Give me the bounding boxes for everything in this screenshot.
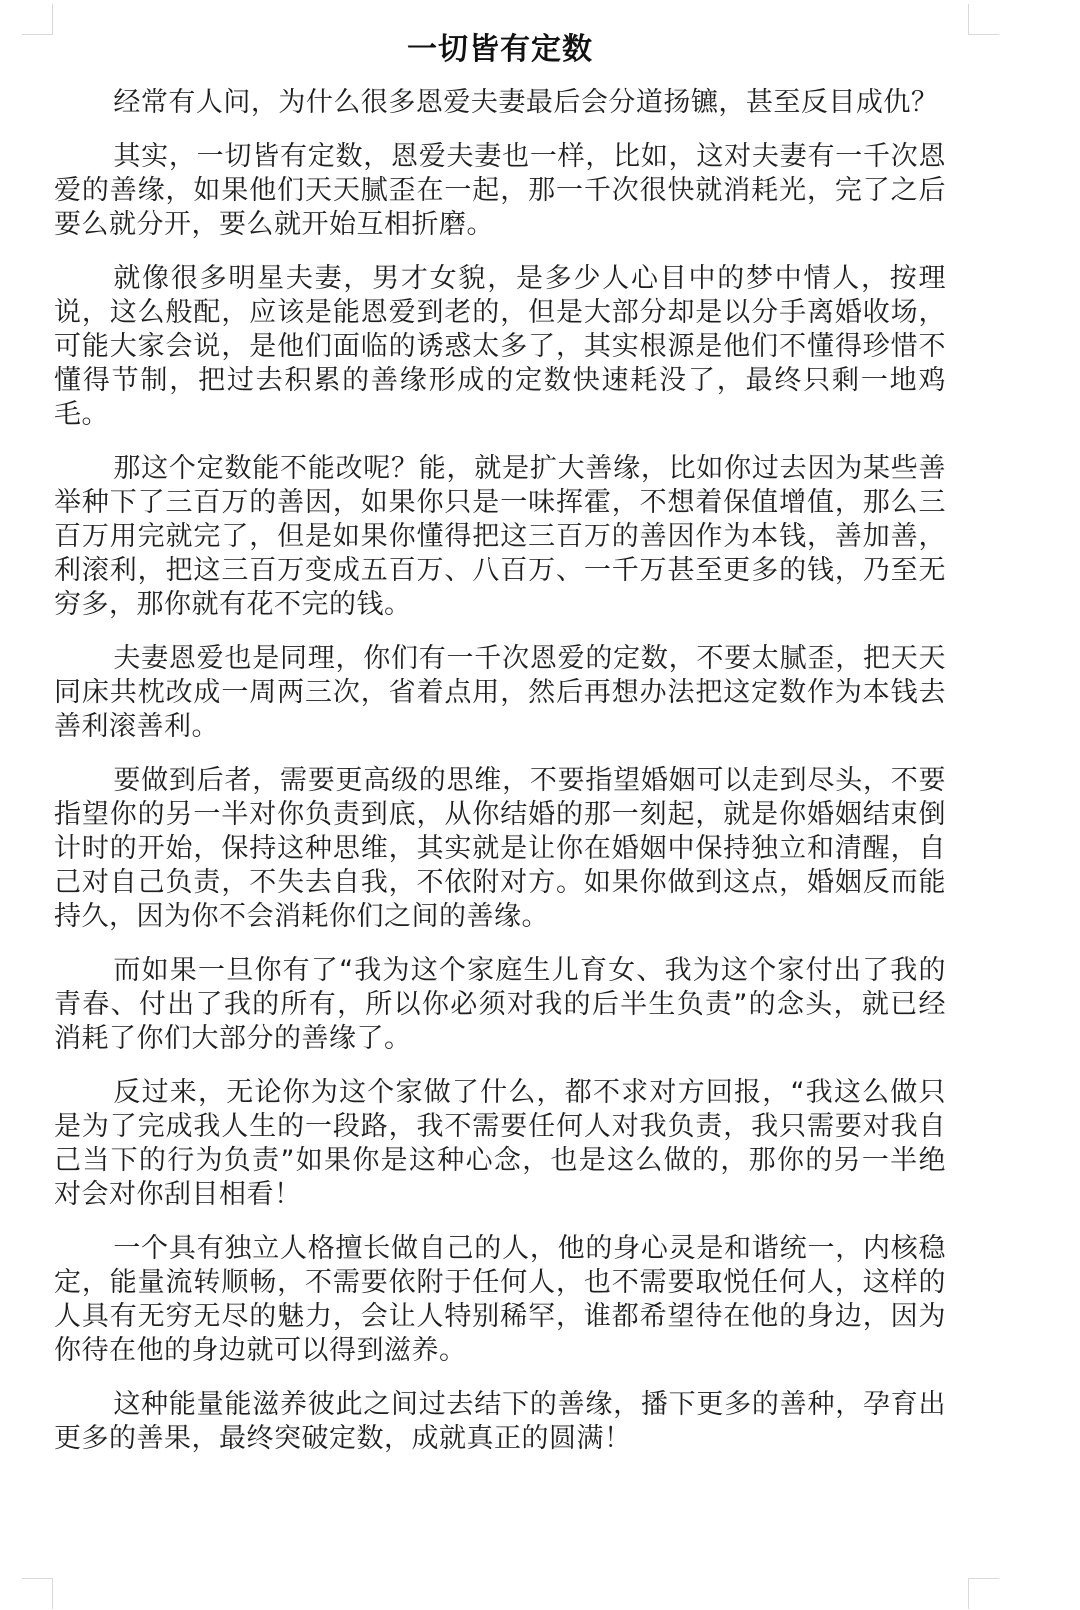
document-body	[54, 86, 946, 1476]
paragraph-10: 这种能量能滋养彼此之间过去结下的善缘，播下更多的善种，孕育出更多的善果，最终突破定数，成就真正的圆满！	[54, 1389, 946, 1454]
paragraph-9: 一个具有独立人格擅长做自己的人，他的身心灵是和谐统一，内核稳定，能量流转顺畅，不需要依附于任何人，也不需要取悦任何人，这样的人具有无穷无尽的魅力，会让人特别稀罕，谁都希望待在他的身边，因为你待在他的身边就可以得到滋养。	[54, 1233, 946, 1366]
paragraph-2: 其实，一切皆有定数，恩爱夫妻也一样，比如，这对夫妻有一千次恩爱的善缘，如果他们天天腻歪在一起，那一千次很快就消耗光，完了之后要么就分开，要么就开始互相折磨。	[54, 141, 946, 240]
paragraph-4: 那这个定数能不能改呢？能，就是扩大善缘，比如你过去因为某些善举种下了三百万的善因，如果你只是一味挥霍，不想着保值增值，那么三百万用完就完了，但是如果你懂得把这三百万的善因作为本钱，善加善，利滚利，把这三百万变成五百万、八百万、一千万甚至更多的钱，乃至无穷多，那你就有花不完的钱。	[54, 453, 946, 620]
page-corner-mark-bottom-right	[968, 1578, 999, 1609]
paragraph-3: 就像很多明星夫妻，男才女貌，是多少人心目中的梦中情人，按理说，这么般配，应该是能恩爱到老的，但是大部分却是以分手离婚收场，可能大家会说，是他们面临的诱惑太多了，其实根源是他们不懂得珍惜不懂得节制，把过去积累的善缘形成的定数快速耗没了，最终只剩一地鸡毛。	[54, 263, 946, 430]
paragraph-1: 经常有人问，为什么很多恩爱夫妻最后会分道扬镳，甚至反目成仇？	[113, 87, 939, 118]
paragraph-8: 反过来，无论你为这个家做了什么，都不求对方回报，“我这么做只是为了完成我人生的一段路，我不需要任何人对我负责，我只需要对我自己当下的行为负责”如果你是这种心念，也是这么做的，那你的另一半绝对会对你刮目相看！	[54, 1077, 946, 1210]
document-title: 一切皆有定数	[407, 32, 593, 67]
paragraph-7: 而如果一旦你有了“我为这个家庭生儿育女、我为这个家付出了我的青春、付出了我的所有，所以你必须对我的后半生负责”的念头，就已经消耗了你们大部分的善缘了。	[54, 955, 946, 1054]
paragraph-5: 夫妻恩爱也是同理，你们有一千次恩爱的定数，不要太腻歪，把天天同床共枕改成一周两三次，省着点用，然后再想办法把这定数作为本钱去善利滚善利。	[54, 643, 946, 742]
paragraph-6: 要做到后者，需要更高级的思维，不要指望婚姻可以走到尽头，不要指望你的另一半对你负责到底，从你结婚的那一刻起，就是你婚姻结束倒计时的开始，保持这种思维，其实就是让你在婚姻中保持独立和清醒，自己对自己负责，不失去自我，不依附对方。如果你做到这点，婚姻反而能持久，因为你不会消耗你们之间的善缘。	[54, 765, 946, 932]
page-corner-mark-bottom-left	[22, 1578, 53, 1609]
